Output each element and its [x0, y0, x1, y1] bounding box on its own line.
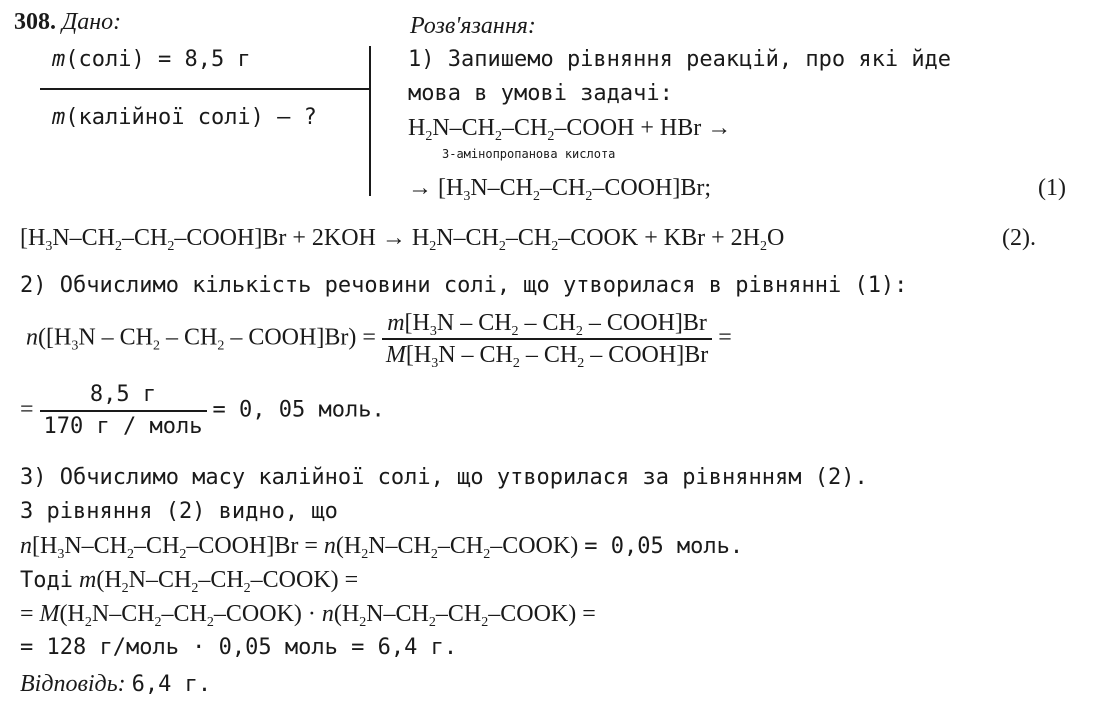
amount-result: = 0, 05 моль. — [212, 397, 385, 423]
moles-value: = 0,05 моль. — [584, 534, 744, 559]
equation1-reactants: $H_2N-CH_2-CH_2$–COOH + HBr → — [408, 115, 732, 144]
step2-text: 2) Обчислимо кількість речовини солі, що утворилася в рівнянні (1): — [20, 273, 908, 298]
step3-line2: З рівняння (2) видно, що — [20, 499, 338, 524]
find-mass-potassium-salt — [52, 104, 317, 132]
amount-value-fraction — [40, 380, 207, 442]
amount-fraction: $\frac{m[H_3N - CH_2 - CH_2 - COOH]Br}{M[H_3N - CH_2 - CH_2 - COOH]Br}$ — [382, 308, 712, 370]
given-mass-salt — [52, 46, 251, 74]
fraction-numerator: 8,5 г — [40, 380, 207, 412]
given-divider-horizontal — [40, 88, 370, 90]
given-m-symbol-1: m — [52, 47, 66, 72]
problem-number: 308. — [14, 9, 56, 35]
given-divider-vertical — [369, 46, 371, 196]
mass-expression-1: Тоді $m(H_2N-CH_2-CH_2-COOK)$ = — [20, 567, 359, 596]
step1-line2: мова в умові задачі: — [408, 81, 673, 106]
mass-result-line: = 128 г/моль · 0,05 моль = 6,4 г. — [20, 635, 458, 660]
step3-line1: 3) Обчислимо масу калійної солі, що утворилася за рівнянням (2). — [20, 465, 868, 490]
find-mass-text: (калійної солі) — ? — [65, 105, 317, 130]
then-word: Тоді — [20, 568, 73, 593]
equation2: $[H_3N-CH_2-CH_2-COOH]Br + 2KOH$ → $H_2N-CH_2-CH_2$–COOK + KBr + $2H_2O$ — [20, 225, 785, 254]
given-mass-salt-text: (солі) = 8,5 г — [65, 47, 251, 72]
answer-label: Відповідь: — [20, 671, 126, 697]
equation1-product: → $[H_3N-CH_2-CH_2-COOH]Br$; — [408, 175, 712, 204]
compound-caption: 3-амінопропанова кислота — [442, 147, 616, 161]
amount-formula: $n([H_3N - CH_2 - CH_2$ – COOH]Br) = $\frac{m[H_3N - CH_2 - CH_2 - COOH]Br}{M[H_3N - CH_2 - CH_2 - COOH]Br}$ = — [26, 310, 732, 371]
moles-equality: $n[H_3N-CH_2-CH_2-COOH]Br$ = $n(H_2N-CH_2-CH_2-COOK) = 0,05$ моль. — [20, 533, 744, 562]
problem-header — [14, 8, 121, 36]
answer-line — [20, 670, 211, 699]
solution-label: Розв'язання: — [410, 13, 536, 39]
amount-calculation: = $\frac{8,5 г}{\text{170 г / моль}}$ = 0, 05 моль. — [20, 380, 385, 442]
fraction-denominator: 170 г / моль — [43, 414, 203, 439]
mass-expression-2: = $M(H_2N-CH_2-CH_2-COOK)$ · $n(H_2N-CH_2-CH_2-COOK)$ = — [20, 601, 596, 630]
given-m-symbol-2: m — [52, 105, 66, 130]
equation2-tag: (2). — [1002, 225, 1036, 251]
answer-value: 6,4 г. — [131, 672, 212, 697]
equation1-tag: (1) — [1038, 175, 1066, 201]
step1-line1: 1) Запишемо рівняння реакцій, про які йде — [408, 47, 952, 72]
given-label: Дано: — [62, 9, 122, 35]
